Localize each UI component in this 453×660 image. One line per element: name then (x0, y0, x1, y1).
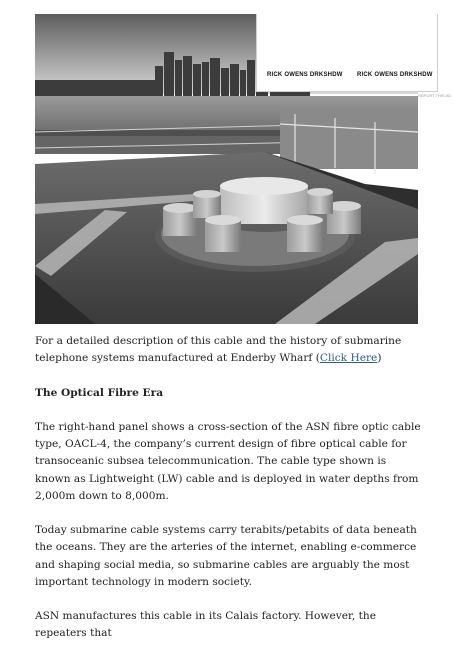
paragraph-text: For a detailed description of this cable and the history of submarine telephone systems manufactured at Enderby Wharf ( (35, 335, 402, 365)
paragraph-optical-fibre: The right-hand panel shows a cross-section of the ASN fibre optic cable type, OACL-4, the company’s current design of fibre optical cable for transoceanic subsea telecommunication. The cable type shown is known as Lightweight (LW) cable and is deployed in water depths from 2,000m down to 8,000m. (35, 420, 421, 502)
report-ad-link[interactable]: REPORT THIS AD (418, 93, 452, 98)
paragraph-cable-description (35, 333, 425, 367)
article-body (35, 333, 425, 660)
advertisement-box (256, 14, 438, 92)
click-here-link[interactable]: Click Here (319, 352, 378, 365)
paragraph-asn-manufacturing: ASN manufactures this cable in its Calais factory. However, the repeaters that (35, 610, 376, 640)
paragraph-submarine-systems: Today submarine cable systems carry terabits/petabits of data beneath the oceans. They are the arteries of the internet, enabling e-commerce and shaping social media, so submarine cables are arguably the most important technology in modern society. (35, 524, 417, 588)
paragraph-close-paren: ) (377, 352, 382, 365)
section-heading: The Optical Fibre Era (35, 386, 164, 399)
ad-link-rick-owens-2[interactable]: RICK OWENS DRKSHDW (357, 72, 433, 78)
ad-link-rick-owens-1[interactable]: RICK OWENS DRKSHDW (267, 72, 343, 78)
